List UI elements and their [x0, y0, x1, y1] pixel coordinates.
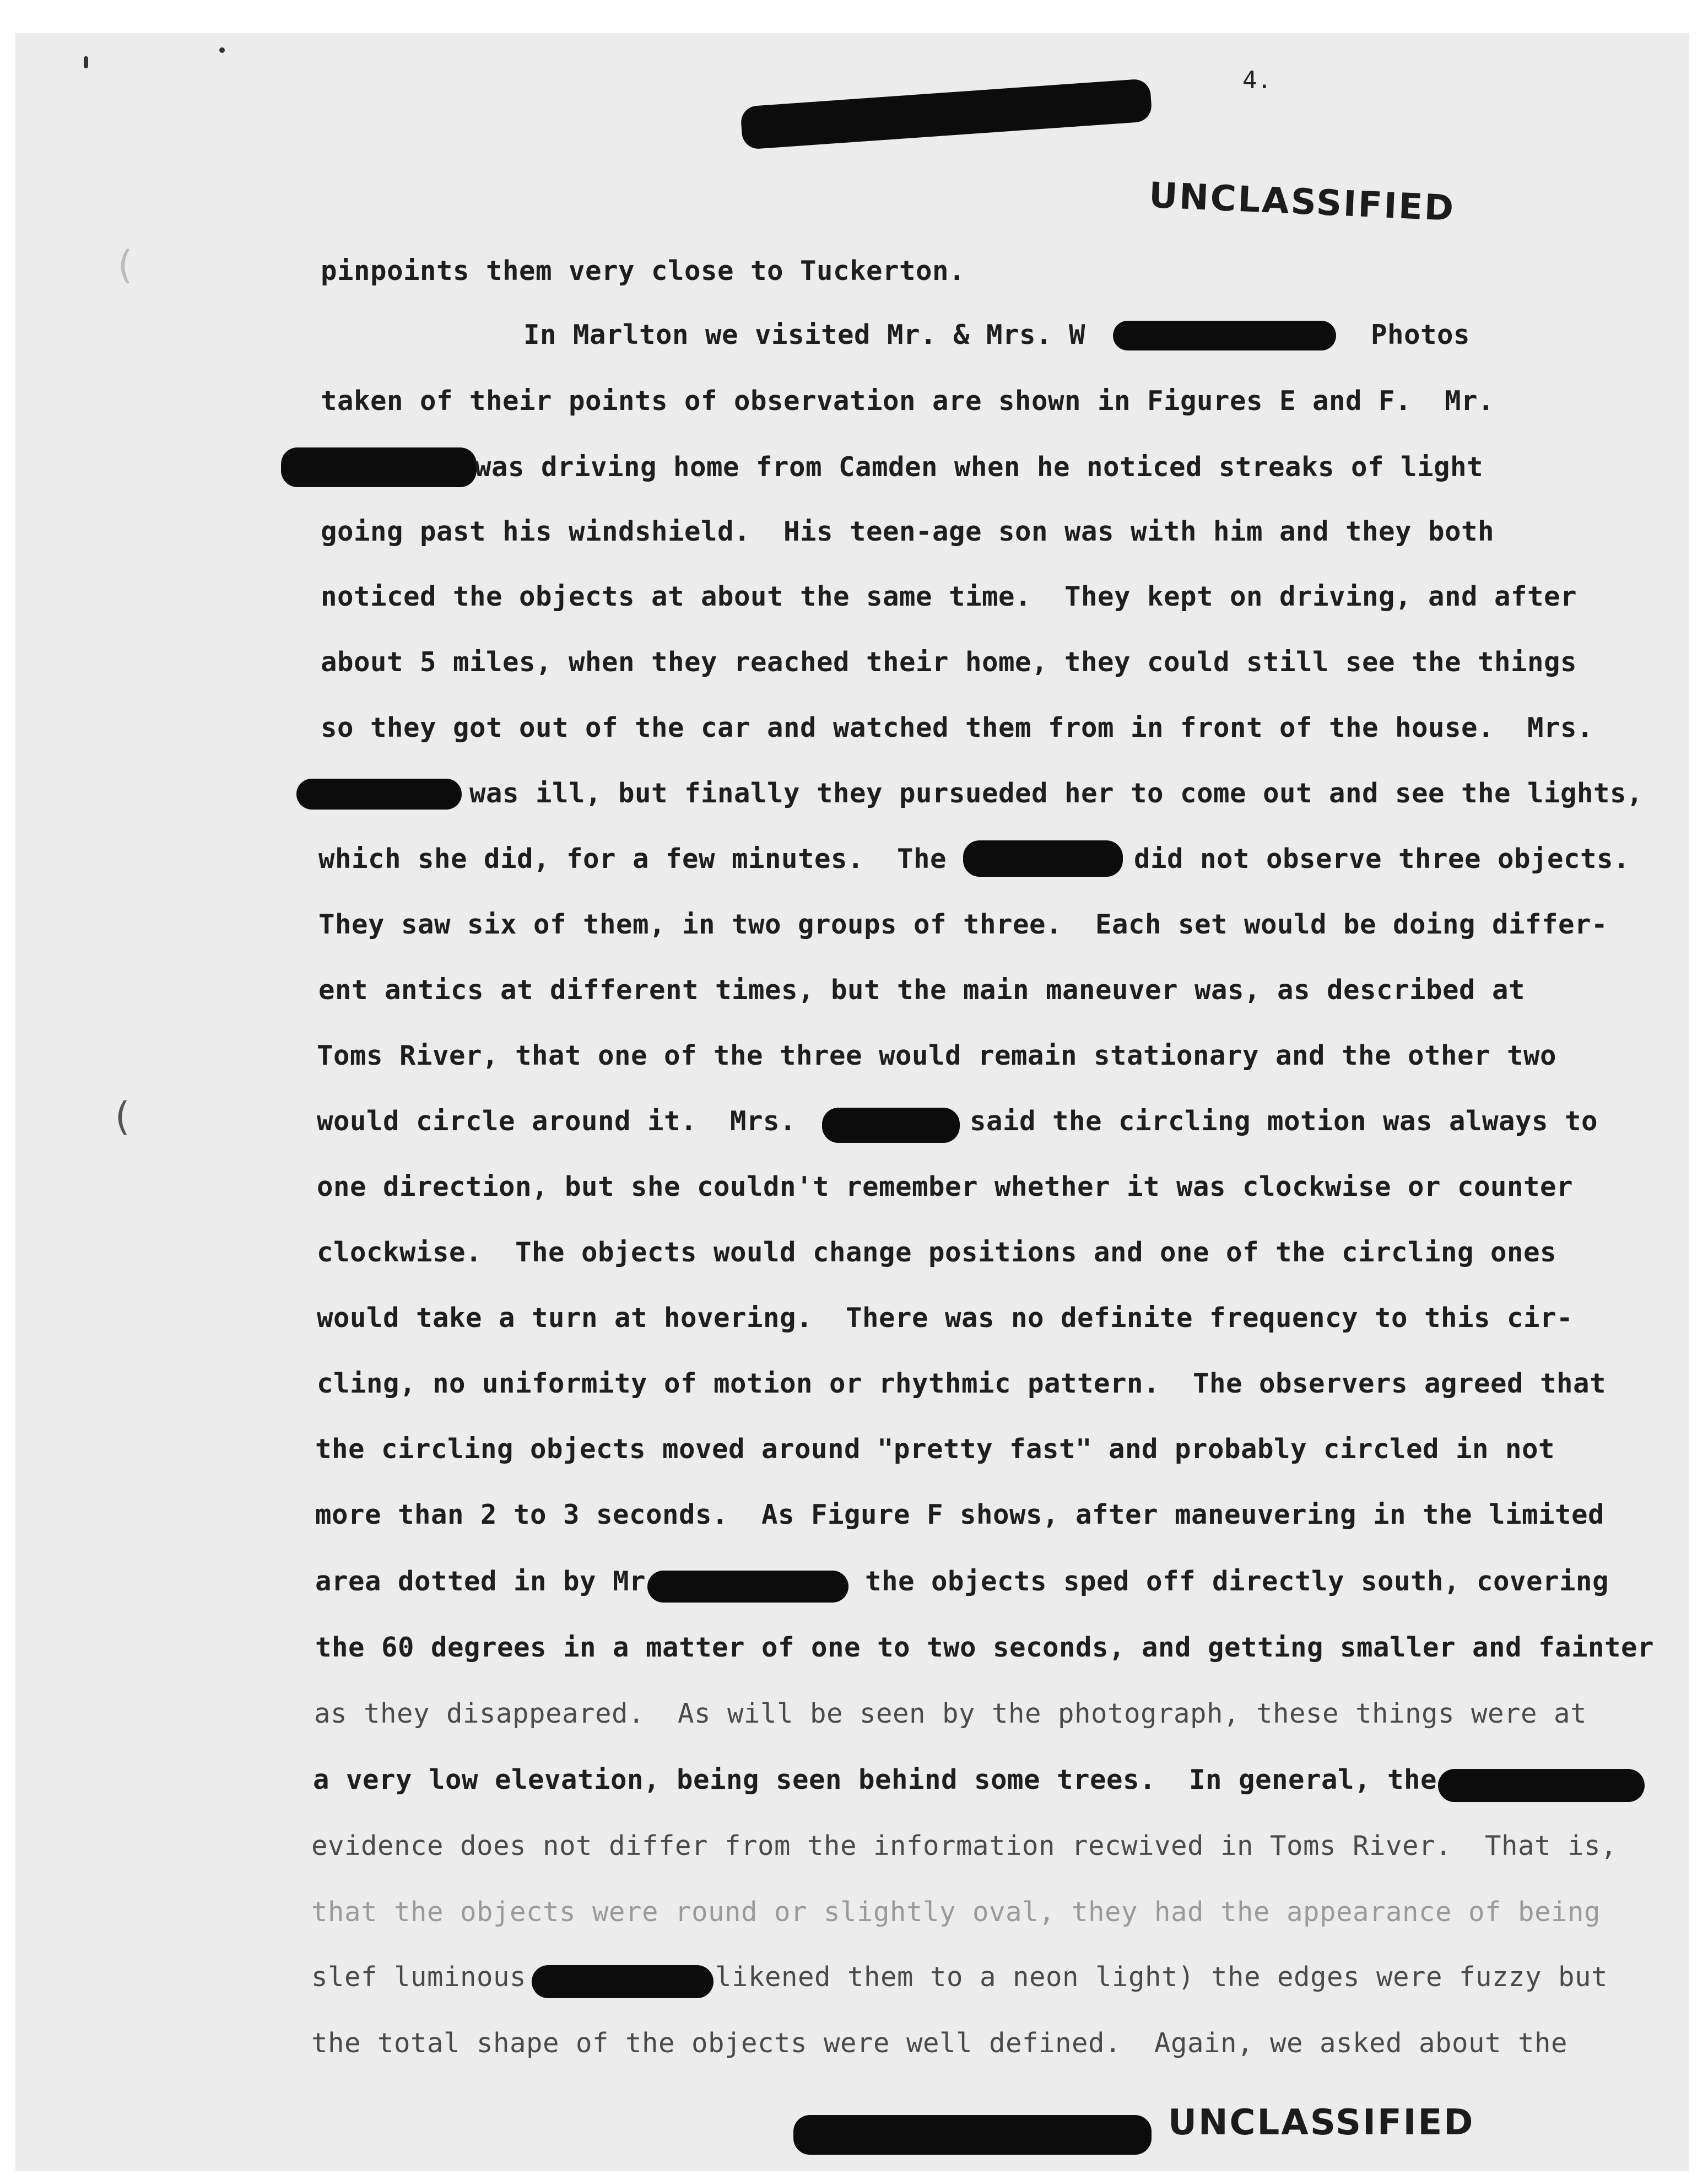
text-line: area dotted in by Mr	[315, 1566, 646, 1597]
scan-mark: (	[110, 1094, 134, 1139]
page-number: 4.	[1242, 66, 1272, 94]
text-line: They saw six of them, in two groups of three. Each set would be doing differ-	[318, 909, 1608, 940]
redaction-name	[296, 779, 462, 810]
scan-speck	[84, 56, 88, 68]
text-line: cling, no uniformity of motion or rhythmic pattern. The observers agreed that	[317, 1368, 1607, 1399]
text-line: said the circling motion was always to	[970, 1105, 1598, 1137]
text-line: about 5 miles, when they reached their home, they could still see the things	[321, 646, 1577, 678]
text-line: was driving home from Camden when he noticed streaks of light	[475, 451, 1484, 483]
text-line: clockwise. The objects would change positions and one of the circling ones	[317, 1237, 1557, 1268]
text-line: slef luminous	[311, 1961, 527, 1993]
redaction-name	[647, 1571, 848, 1603]
text-line: as they disappeared. As will be seen by the photograph, these things were at	[314, 1698, 1587, 1729]
text-line: the objects sped off directly south, covering	[865, 1566, 1609, 1597]
redaction-name	[281, 447, 477, 487]
redaction-name	[1438, 1769, 1645, 1802]
text-line: taken of their points of observation are shown in Figures E and F. Mr.	[321, 385, 1495, 417]
text-line: would take a turn at hovering. There was no definite frequency to this cir-	[317, 1302, 1574, 1334]
text-line: ent antics at different times, but the main maneuver was, as described at	[318, 974, 1526, 1006]
text-line: which she did, for a few minutes. The	[318, 843, 947, 875]
redaction-name	[822, 1108, 960, 1143]
scan-speck	[219, 47, 225, 53]
text-line: In Marlton we visited Mr. & Mrs. W	[441, 319, 1086, 350]
redaction-name	[963, 840, 1123, 877]
text-line: more than 2 to 3 seconds. As Figure F shows, after maneuvering in the limited	[315, 1499, 1605, 1530]
text-line: would circle around it. Mrs.	[317, 1105, 797, 1137]
text-line: pinpoints them very close to Tuckerton.	[321, 255, 966, 287]
classification-stamp-top: UNCLASSIFIED	[1148, 175, 1456, 230]
text-line: a very low elevation, being seen behind some trees. In general, the	[313, 1764, 1437, 1795]
text-line: the total shape of the objects were well defined. Again, we asked about the	[311, 2027, 1568, 2059]
text-line: the 60 degrees in a matter of one to two seconds, and getting smaller and fainter	[315, 1632, 1655, 1663]
text-line: evidence does not differ from the information recwived in Toms River. That is,	[311, 1830, 1618, 1862]
text-line: the circling objects moved around "pretty fast" and probably circled in not	[315, 1433, 1555, 1465]
text-line: one direction, but she couldn't remember whether it was clockwise or counter	[317, 1171, 1574, 1202]
text-line: noticed the objects at about the same time. They kept on driving, and after	[321, 581, 1577, 612]
text-line: did not observe three objects.	[1134, 843, 1630, 875]
redaction-footer	[793, 2115, 1152, 2155]
text-line: Toms River, that one of the three would remain stationary and the other two	[317, 1040, 1557, 1071]
text-line: likened them to a neon light) the edges were fuzzy but	[715, 1961, 1608, 1993]
classification-stamp-bottom: UNCLASSIFIED	[1168, 2102, 1475, 2143]
text-line: so they got out of the car and watched them from in front of the house. Mrs.	[321, 712, 1594, 743]
text-line: was ill, but finally they pursueded her to come out and see the lights,	[469, 778, 1644, 809]
text-line: that the objects were round or slightly oval, they had the appearance of being	[311, 1896, 1601, 1928]
redaction-name	[1113, 321, 1336, 350]
scan-mark: (	[113, 242, 137, 288]
text-line: going past his windshield. His teen-age son was with him and they both	[321, 516, 1495, 547]
redaction-name	[532, 1965, 714, 1998]
text-line: Photos	[1371, 319, 1471, 350]
